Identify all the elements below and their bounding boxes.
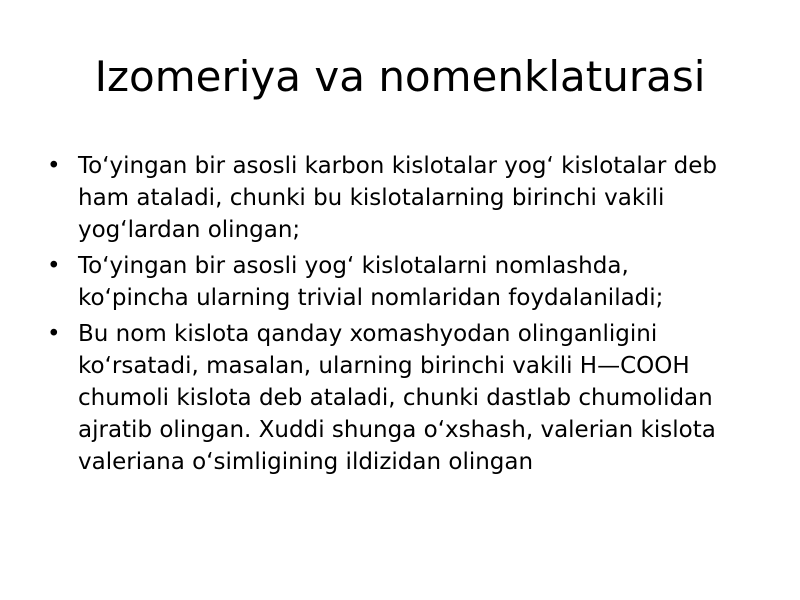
bullet-text-line: valeriana o‘simligining ildizidan olingan [78,449,534,475]
bullet-list [47,150,757,482]
bullet-icon: • [47,253,61,279]
bullet-text-line: ajratib olingan. Xuddi shunga o‘xshash, valerian kislota [78,417,716,443]
bullet-text-line: Bu nom kislota qanday xomashyodan olinganligini [78,321,658,347]
bullet-item [47,250,757,314]
bullet-icon: • [47,321,61,347]
bullet-text-line: ko‘pincha ularning trivial nomlaridan foydalaniladi; [78,285,664,311]
bullet-item [47,150,757,246]
bullet-text-line: ko‘rsatadi, masalan, ularning birinchi vakili H—COOH [78,353,690,379]
bullet-text-line: chumoli kislota deb ataladi, chunki dastlab chumolidan [78,385,713,411]
bullet-text-line: ham ataladi, chunki bu kislotalarning birinchi vakili [78,185,665,211]
bullet-icon: • [47,153,61,179]
slide-title: Izomeriya va nomenklaturasi [94,52,706,101]
bullet-text-line: To‘yingan bir asosli yog‘ kislotalarni nomlashda, [78,253,629,279]
bullet-item [47,318,757,478]
bullet-text-line: yog‘lardan olingan; [78,217,301,243]
bullet-text-line: To‘yingan bir asosli karbon kislotalar yog‘ kislotalar deb [78,153,717,179]
